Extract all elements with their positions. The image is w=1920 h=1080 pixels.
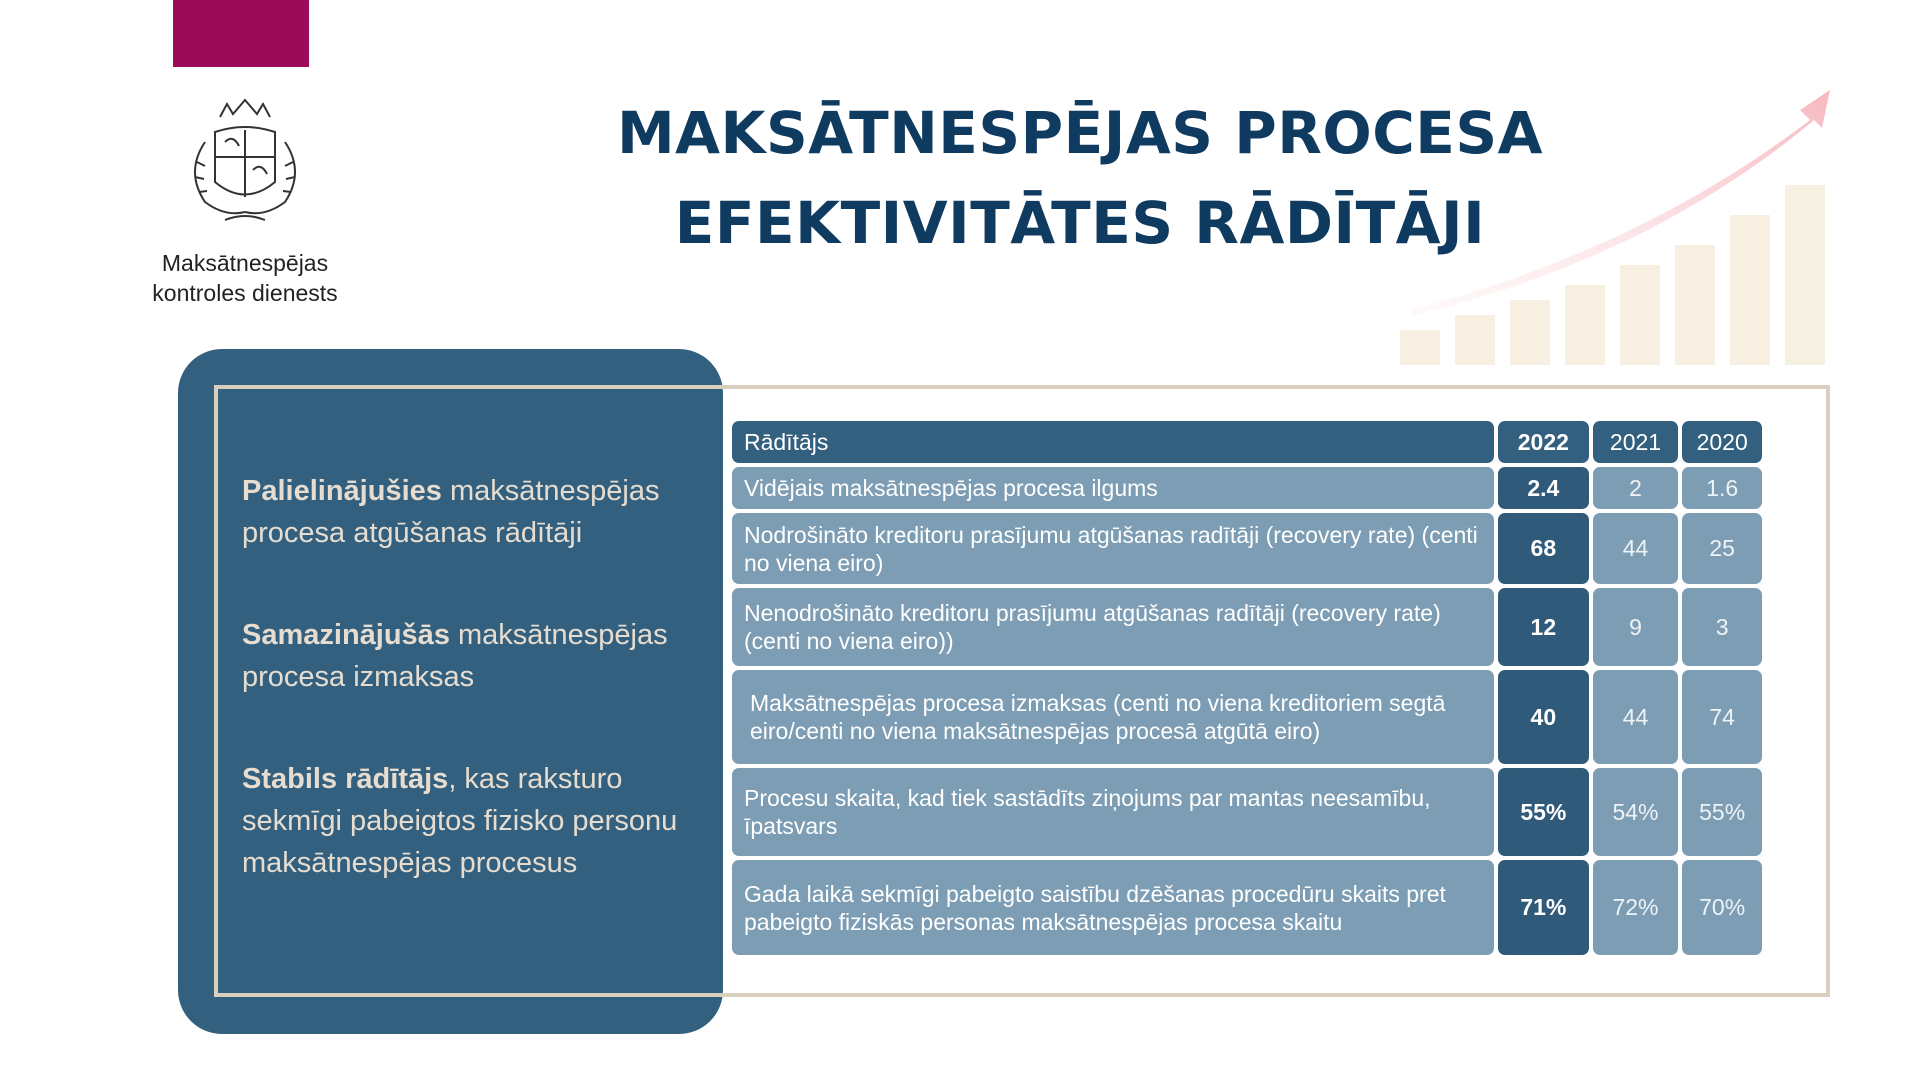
title-line2: EFEKTIVITĀTES RĀDĪTĀJI [674,189,1486,257]
point-2-bold: Samazinājušās [242,619,450,651]
row-label: Nodrošināto kreditoru prasījumu atgūšanas radītāji (recovery rate) (centi no viena eiro) [732,513,1494,584]
value-2022: 12 [1498,588,1589,666]
header-2021: 2021 [1593,421,1679,463]
value-2022: 55% [1498,768,1589,856]
table-header-row [732,421,1762,463]
title-line1: MAKSĀTNESPĒJAS PROCESA [616,99,1544,167]
growth-bars-arrow-icon [1390,80,1840,380]
coat-of-arms-icon [175,92,315,232]
row-label: Procesu skaita, kad tiek sastādīts ziņojums par mantas neesamību, īpatsvars [732,768,1494,856]
summary-points [242,470,682,944]
summary-point-3 [242,758,682,884]
point-3-bold: Stabils rādītājs [242,763,449,795]
indicators-table [732,421,1762,959]
row-label: Nenodrošināto kreditoru prasījumu atgūšanas radītāji (recovery rate) (centi no viena eiro)) [732,588,1494,666]
value-2022: 2.4 [1498,467,1589,509]
value-2022: 71% [1498,860,1589,955]
value-2020: 1.6 [1682,467,1762,509]
value-2020: 74 [1682,670,1762,764]
table-row [732,588,1762,666]
value-2020: 3 [1682,588,1762,666]
value-2021: 72% [1593,860,1679,955]
value-2021: 2 [1593,467,1679,509]
header-indicator: Rādītājs [732,421,1494,463]
point-2-text: maksātnespējas procesa izmaksas [242,619,668,693]
value-2021: 44 [1593,513,1679,584]
point-1-text: maksātnespējas procesa atgūšanas rādītāji [242,475,660,549]
org-name-line1: Maksātnespējas [161,250,329,276]
table-row [732,860,1762,955]
row-label: Maksātnespējas procesa izmaksas (centi no viena kreditoriem segtā eiro/centi no viena maksātnespējas procesā atgūtā eiro) [732,670,1494,764]
brand-color-square [173,0,309,67]
value-2021: 9 [1593,588,1679,666]
value-2021: 54% [1593,768,1679,856]
value-2021: 44 [1593,670,1679,764]
value-2022: 68 [1498,513,1589,584]
organization-logo [150,92,340,308]
header-2020: 2020 [1682,421,1762,463]
value-2020: 70% [1682,860,1762,955]
table-row [732,768,1762,856]
row-label: Vidējais maksātnespējas procesa ilgums [732,467,1494,509]
summary-point-1 [242,470,682,554]
table-row [732,513,1762,584]
point-3-text: , kas raksturo sekmīgi pabeigtos fizisko personu maksātnespējas procesus [242,763,678,879]
value-2022: 40 [1498,670,1589,764]
table-row [732,670,1762,764]
value-2020: 55% [1682,768,1762,856]
header-2022: 2022 [1498,421,1589,463]
summary-point-2 [242,614,682,698]
row-label: Gada laikā sekmīgi pabeigto saistību dzēšanas procedūru skaits pret pabeigto fiziskās personas maksātnespējas procesa skaitu [732,860,1494,955]
value-2020: 25 [1682,513,1762,584]
org-name-line2: kontroles dienests [152,280,338,306]
table-row [732,467,1762,509]
point-1-bold: Palielinājušies [242,475,442,507]
